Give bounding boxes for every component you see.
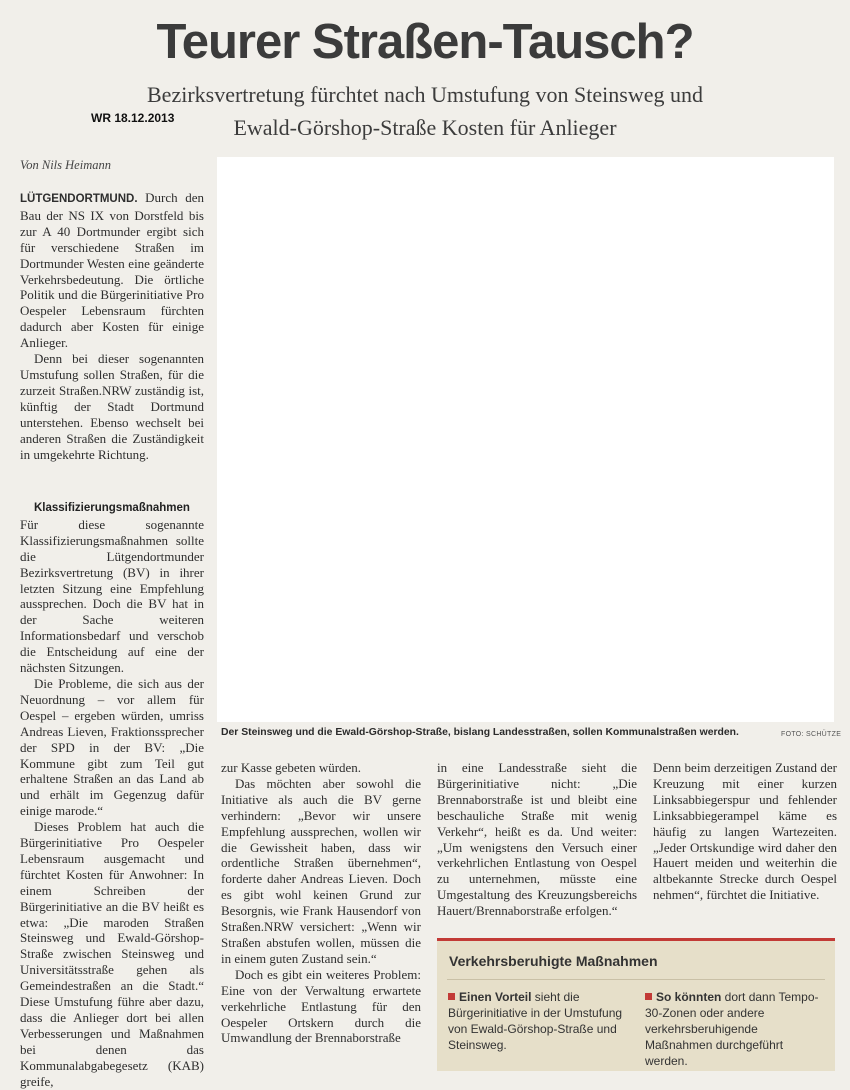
column-4	[653, 760, 837, 903]
dateline: LÜTGENDORTMUND.	[20, 193, 138, 205]
byline: Von Nils Heimann	[20, 158, 111, 172]
column-2	[221, 760, 421, 1046]
column-1-bottom	[20, 501, 204, 1090]
paragraph: Dieses Problem hat auch die Bürgerinitiative Pro Oespeler Lebensraum ausgemacht und fürchtet Kosten für Anwohner: In einem Schreiben der Bürgerinitiative an die BV heißt es etwa: „Die maroden Straßen Steinsweg und Ewald-Görshop-Straße zwischen Steinsweg und Universitätsstraße gehen als Gemeindestraßen an die Stadt.“ Diese Umstufung führe aber dazu, dass die Anlieger dort bei allen Verbesserungen und Maßnahmen bei denen das Kommunalabgabegesetz (KAB) greife,	[20, 819, 204, 1089]
info-box-title: Verkehrsberuhigte Maßnahmen	[449, 953, 658, 969]
paragraph: Die Probleme, die sich aus der Neuordnung – vor allem für Oespel – ergeben würden, umriss Andreas Lieven, Fraktionssprecher der SPD in der BV: „Die Kommune gibt zum Teil gut erhaltene Straßen an das Land ab und erhält im Gegenzug dafür einige marode.“	[20, 675, 204, 819]
section-subhead: Klassifizierungsmaßnahmen	[34, 502, 190, 514]
subtitle-line-1: Bezirksvertretung fürchtet nach Umstufung von Steinsweg und	[147, 82, 703, 107]
square-bullet-icon	[448, 993, 455, 1000]
article-photo	[217, 157, 834, 722]
paragraph: Denn beim derzeitigen Zustand der Kreuzung mit einer kurzen Linksabbiegerspur und fehlender Linksabbiegerampel käme es häufig zu langen Wartezeiten. „Jeder Ortskundige wird daher den Hauert meiden und weiterhin die altbekannte Strecke durch Oespel nehmen“, fürchtet die Initiative.	[653, 760, 837, 903]
info-item-2	[645, 989, 823, 1069]
info-item-text: dort dann Tempo-30-Zonen oder andere verkehrsberuhigende Maßnahmen durchgeführt werden.	[645, 990, 819, 1068]
column-1-top	[20, 190, 204, 462]
square-bullet-icon	[645, 993, 652, 1000]
column-3	[437, 760, 637, 919]
paragraph: Das möchten aber sowohl die Initiative als auch die BV gerne verhindern: „Bevor wir unsere Empfehlung aussprechen, wollen wir die Gewissheit haben, dass wir ordentliche Straßen übernehmen“, forderte daher Andreas Lieven. Doch es gibt wohl keinen Grund zur Besorgnis, wie Frank Hausendorf von Straßen.NRW versichert: „Wenn wir Straßen abstufen wollen, müssen die in einem guten Zustand sein.“	[221, 775, 421, 966]
info-item-bold: So könnten	[656, 990, 722, 1004]
paragraph: Doch es gibt ein weiteres Problem: Eine von der Verwaltung erwartete verkehrliche Entlastung für den Oespeler Ortskern durch die Umwandlung der Brennaborstraße	[221, 966, 421, 1046]
paragraph: Für diese sogenannte Klassifizierungsmaßnahmen sollte die Lütgendortmunder Bezirksvertretung (BV) in ihrer letzten Sitzung eine Empfehlung aussprechen. Doch die BV hat in der Sache weiteren Informationsbedarf und verschob die Entscheidung auf eine der nächsten Sitzungen.	[20, 516, 204, 676]
subtitle-line-2: Ewald-Görshop-Straße Kosten für Anlieger	[233, 115, 617, 140]
photo-caption: Der Steinsweg und die Ewald-Görshop-Straße, bislang Landesstraßen, sollen Kommunalstraßen werden.	[221, 727, 739, 738]
info-box-divider	[447, 979, 825, 980]
source-tag: WR 18.12.2013	[91, 111, 175, 125]
headline: Teurer Straßen-Tausch?	[156, 15, 694, 69]
paragraph-text: Durch den Bau der NS IX von Dorstfeld bis zur A 40 Dortmunder ergibt sich für verschiedene Straßen im Dortmunder Westen eine geänderte Verkehrsbedeutung. Die örtliche Politik und die Bürgerinitiative Pro Oespeler Lebensraum fürchten dadurch aber Kosten für einige Anlieger.	[20, 190, 204, 351]
photo-credit: FOTO: SCHÜTZE	[781, 731, 842, 738]
info-box	[437, 938, 835, 1071]
info-item-bold: Einen Vorteil	[459, 990, 532, 1004]
info-item-1	[448, 989, 626, 1053]
paragraph: Denn bei dieser sogenannten Umstufung sollen Straßen, für die zurzeit Straßen.NRW zuständig ist, künftig der Stadt Dortmund unterstehen. Ebenso wechselt bei anderen Straßen die Zuständigkeit in umgekehrte Richtung.	[20, 351, 204, 462]
paragraph: in eine Landesstraße sieht die Bürgerinitiative nicht: „Die Brennaborstraße ist und bleibt eine beschauliche Straße mit wenig Verkehr“, heißt es da. Und weiter: „Um wenigstens den Versuch einer verkehrlichen Entlastung von Oespel zu unternehmen, müsste eine Umgestaltung des Kreuzungsbereichs Hauert/Brennaborstraße erfolgen.“	[437, 760, 637, 919]
paragraph: zur Kasse gebeten würden.	[221, 760, 362, 775]
info-item-text: sieht die Bürgerinitiative in der Umstufung von Ewald-Görshop-Straße und Steinsweg.	[448, 990, 623, 1052]
paragraph	[20, 190, 204, 351]
